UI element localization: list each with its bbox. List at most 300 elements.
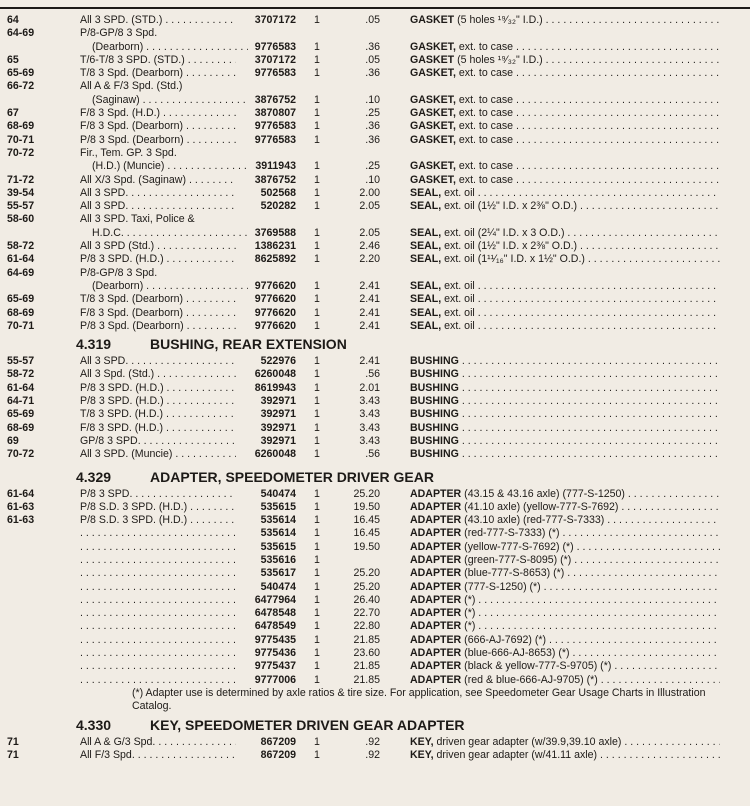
part-number: 3707172 bbox=[254, 53, 296, 66]
part-name-label: ADAPTER bbox=[410, 673, 462, 686]
quantity: 1 bbox=[314, 487, 320, 500]
part-number: 3870807 bbox=[254, 107, 296, 120]
quantity: 1 bbox=[314, 673, 320, 686]
part-number: 392971 bbox=[260, 434, 296, 447]
part-name-label: GASKET bbox=[410, 14, 455, 26]
quantity: 1 bbox=[314, 500, 320, 513]
part-number: 9776583 bbox=[254, 40, 296, 53]
section-title: BUSHING, REAR EXTENSION bbox=[150, 336, 347, 353]
part-number: 8625892 bbox=[254, 253, 296, 266]
part-spec: (666-AJ-7692) (*) bbox=[464, 633, 547, 646]
part-spec: ext. to case bbox=[458, 107, 514, 120]
part-number: 6260048 bbox=[254, 448, 296, 461]
part-spec: (blue-666-AJ-8653) (*) bbox=[464, 647, 570, 660]
part-name bbox=[410, 634, 720, 647]
model-description bbox=[80, 660, 236, 673]
part-name bbox=[410, 227, 720, 240]
part-spec: (41.10 axle) (yellow-777-S-7692) bbox=[464, 500, 619, 513]
year-range: 65-69 bbox=[7, 67, 35, 80]
quantity: 1 bbox=[314, 319, 320, 332]
year-range: 71 bbox=[7, 749, 19, 762]
quantity: 1 bbox=[314, 553, 320, 566]
part-name bbox=[410, 501, 720, 514]
price: 19.50 bbox=[353, 540, 380, 553]
year-range: 65-69 bbox=[7, 293, 35, 306]
part-row bbox=[0, 448, 750, 461]
price: 16.45 bbox=[353, 514, 380, 527]
quantity: 1 bbox=[314, 381, 320, 394]
quantity: 1 bbox=[314, 186, 320, 199]
quantity: 1 bbox=[314, 434, 320, 447]
model-description bbox=[80, 527, 236, 540]
part-number: 6477964 bbox=[254, 593, 296, 606]
model-description: All 3 SPD. . . . bbox=[80, 200, 236, 213]
part-name-label: ADAPTER bbox=[410, 593, 462, 606]
section-header-4-329 bbox=[0, 466, 750, 488]
price: 2.20 bbox=[359, 253, 380, 266]
price: .56 bbox=[365, 368, 380, 381]
price: 21.85 bbox=[353, 673, 380, 686]
part-name-label: GASKET bbox=[410, 53, 455, 66]
model-description: All 3 SPD (Std.) . . . bbox=[80, 240, 236, 253]
part-spec: ext. oil (1¹¹⁄₁₆" I.D. x 1½" O.D.) bbox=[444, 253, 585, 266]
part-row bbox=[0, 307, 750, 320]
part-number: 9776583 bbox=[254, 133, 296, 146]
part-number: 3876752 bbox=[254, 173, 296, 186]
part-name bbox=[410, 368, 720, 381]
quantity: 1 bbox=[314, 647, 320, 660]
quantity: 1 bbox=[314, 580, 320, 593]
year-range: 64 bbox=[7, 14, 19, 26]
model-description: (Saginaw) . . . bbox=[92, 94, 248, 107]
model-description: T/6-T/8 3 SPD. (STD.) . . . bbox=[80, 54, 236, 67]
part-name bbox=[410, 488, 720, 501]
part-name-label: SEAL, bbox=[410, 253, 442, 266]
year-range: 71-72 bbox=[7, 173, 35, 186]
part-row bbox=[0, 749, 750, 762]
price: .36 bbox=[365, 40, 380, 53]
quantity: 1 bbox=[314, 107, 320, 120]
quantity: 1 bbox=[314, 660, 320, 673]
part-number: 522976 bbox=[260, 355, 296, 368]
part-name-label: ADAPTER bbox=[410, 527, 462, 540]
bushing-group bbox=[0, 355, 750, 461]
year-range: 70-72 bbox=[7, 146, 35, 159]
model-description: All 3 SPD. . . . bbox=[80, 355, 236, 368]
price: .92 bbox=[365, 735, 380, 748]
model-description: F/8 3 Spd. (Dearborn) . . . bbox=[80, 120, 236, 133]
price: 2.41 bbox=[359, 306, 380, 319]
part-name bbox=[410, 382, 720, 395]
part-row bbox=[0, 147, 750, 160]
part-name bbox=[410, 307, 720, 320]
part-number: 9776620 bbox=[254, 319, 296, 332]
part-spec: (blue-777-S-8653) (*) bbox=[464, 567, 565, 580]
price: .05 bbox=[365, 14, 380, 26]
part-spec: ext. oil bbox=[444, 319, 475, 332]
year-range: 64-69 bbox=[7, 27, 35, 40]
part-number: 392971 bbox=[260, 395, 296, 408]
part-name bbox=[410, 448, 720, 461]
year-range: 66-72 bbox=[7, 80, 35, 93]
part-number: 6478548 bbox=[254, 607, 296, 620]
part-row bbox=[0, 200, 750, 213]
adapter-group bbox=[0, 488, 750, 687]
model-description: F/8 3 SPD. (H.D.) . . . bbox=[80, 422, 236, 435]
model-description bbox=[80, 567, 236, 580]
part-name-label: BUSHING bbox=[410, 395, 459, 408]
part-spec: driven gear adapter (w/41.11 axle) bbox=[436, 749, 598, 762]
quantity: 1 bbox=[314, 240, 320, 253]
model-description: H.D.C. . . . bbox=[92, 227, 248, 240]
model-description: T/8 3 Spd. (Dearborn) . . . bbox=[80, 67, 236, 80]
model-description: (H.D.) (Muncie) . . . bbox=[92, 160, 248, 173]
quantity: 1 bbox=[314, 527, 320, 540]
part-spec: (yellow-777-S-7692) (*) bbox=[464, 540, 574, 553]
part-number: 6478549 bbox=[254, 620, 296, 633]
part-name bbox=[410, 120, 720, 133]
part-row bbox=[0, 94, 750, 107]
part-spec: (777-S-1250) (*) bbox=[464, 580, 541, 593]
part-spec: ext. to case bbox=[458, 93, 514, 106]
model-description: All 3 Spd. (Std.) . . . bbox=[80, 368, 236, 381]
part-row bbox=[0, 253, 750, 266]
part-number: 535615 bbox=[260, 500, 296, 513]
part-number: 3769588 bbox=[254, 226, 296, 239]
price: 25.20 bbox=[353, 567, 380, 580]
part-number: 3876752 bbox=[254, 93, 296, 106]
adapter-footnote: (*) Adapter use is determined by axle ratios & tire size. For application, see Speedometer Gear Usage Charts in Illustration Catalog. bbox=[132, 686, 706, 713]
price: 3.43 bbox=[359, 395, 380, 408]
part-number: 540474 bbox=[260, 580, 296, 593]
part-name bbox=[410, 594, 720, 607]
model-description: All 3 SPD. Taxi, Police & bbox=[80, 213, 195, 226]
quantity: 1 bbox=[314, 306, 320, 319]
model-description: F/8 3 Spd. (Dearborn) . . . bbox=[80, 307, 236, 320]
part-spec: (red & blue-666-AJ-9705) (*) bbox=[464, 673, 598, 686]
model-description: T/8 3 Spd. (Dearborn) . . . bbox=[80, 293, 236, 306]
part-row bbox=[0, 174, 750, 187]
price: .56 bbox=[365, 448, 380, 461]
year-range: 58-72 bbox=[7, 240, 35, 253]
part-name bbox=[410, 67, 720, 80]
price: 2.41 bbox=[359, 355, 380, 368]
section-title: ADAPTER, SPEEDOMETER DRIVER GEAR bbox=[150, 468, 434, 485]
part-row bbox=[0, 107, 750, 120]
part-number: 9775435 bbox=[254, 633, 296, 646]
part-number: 3707172 bbox=[254, 14, 296, 26]
part-name bbox=[410, 187, 720, 200]
model-description: P/8 3 SPD. . . . bbox=[80, 488, 236, 501]
part-name-label: BUSHING bbox=[410, 421, 459, 434]
price: 25.20 bbox=[353, 580, 380, 593]
part-name-label: GASKET, bbox=[410, 93, 456, 106]
part-name-label: GASKET, bbox=[410, 160, 456, 173]
part-name-label: SEAL, bbox=[410, 186, 442, 199]
section-number: 4.329 bbox=[76, 468, 112, 485]
price: 2.41 bbox=[359, 293, 380, 306]
model-description: P/8 S.D. 3 SPD. (H.D.) . . . bbox=[80, 501, 236, 514]
quantity: 1 bbox=[314, 607, 320, 620]
price: 2.05 bbox=[359, 200, 380, 213]
part-name-label: GASKET, bbox=[410, 107, 456, 120]
model-description bbox=[80, 607, 236, 620]
price: 3.43 bbox=[359, 421, 380, 434]
price: 22.70 bbox=[353, 607, 380, 620]
price: .10 bbox=[365, 173, 380, 186]
part-row bbox=[0, 501, 750, 514]
part-spec: (red-777-S-7333) (*) bbox=[464, 527, 560, 540]
model-description: P/8 3 Spd. (Dearborn) . . . bbox=[80, 320, 236, 333]
model-description bbox=[80, 620, 236, 633]
part-spec: (green-777-S-8095) (*) bbox=[464, 553, 572, 566]
model-description: GP/8 3 SPD. . . . bbox=[80, 435, 236, 448]
year-range: 68-69 bbox=[7, 120, 35, 133]
model-description: All A & G/3 Spd. . . . bbox=[80, 736, 236, 749]
section-title: KEY, SPEEDOMETER DRIVEN GEAR ADAPTER bbox=[150, 716, 465, 733]
quantity: 1 bbox=[314, 53, 320, 66]
model-description: P/8 3 Spd. (Dearborn) . . . bbox=[80, 134, 236, 147]
part-spec: ext. to case bbox=[458, 40, 514, 53]
quantity: 1 bbox=[314, 421, 320, 434]
part-name bbox=[410, 674, 720, 687]
part-name-label: BUSHING bbox=[410, 408, 459, 421]
price: 23.60 bbox=[353, 647, 380, 660]
price: 3.43 bbox=[359, 434, 380, 447]
part-number: 535617 bbox=[260, 567, 296, 580]
part-row bbox=[0, 514, 750, 527]
part-name-label: SEAL, bbox=[410, 226, 442, 239]
quantity: 1 bbox=[314, 448, 320, 461]
part-row bbox=[0, 27, 750, 40]
quantity: 1 bbox=[314, 540, 320, 553]
part-number: 520282 bbox=[260, 200, 296, 213]
model-description bbox=[80, 674, 236, 687]
part-name bbox=[410, 14, 720, 27]
part-spec: ext. oil (2¼" I.D. x 3 O.D.) bbox=[444, 226, 565, 239]
part-name bbox=[410, 581, 720, 594]
year-range: 61-64 bbox=[7, 381, 35, 394]
part-name-label: ADAPTER bbox=[410, 553, 462, 566]
quantity: 1 bbox=[314, 368, 320, 381]
part-row bbox=[0, 620, 750, 633]
part-row bbox=[0, 293, 750, 306]
year-range: 64-69 bbox=[7, 266, 35, 279]
part-row bbox=[0, 355, 750, 368]
price: .92 bbox=[365, 749, 380, 762]
model-description: All X/3 Spd. (Saginaw) . . . bbox=[80, 174, 236, 187]
part-name-label: ADAPTER bbox=[410, 514, 462, 527]
part-name bbox=[410, 54, 720, 67]
price: 2.00 bbox=[359, 186, 380, 199]
part-row bbox=[0, 435, 750, 448]
model-description: P/8 3 SPD. (H.D.) . . . bbox=[80, 395, 236, 408]
quantity: 1 bbox=[314, 226, 320, 239]
quantity: 1 bbox=[314, 67, 320, 80]
year-range: 61-64 bbox=[7, 487, 35, 500]
part-spec: driven gear adapter (w/39.9,39.10 axle) bbox=[436, 735, 622, 748]
part-name-label: ADAPTER bbox=[410, 567, 462, 580]
part-row bbox=[0, 267, 750, 280]
part-name-label: GASKET, bbox=[410, 120, 456, 133]
part-row bbox=[0, 368, 750, 381]
model-description: P/8-GP/8 3 Spd. bbox=[80, 27, 158, 40]
part-row bbox=[0, 240, 750, 253]
price: .36 bbox=[365, 67, 380, 80]
quantity: 1 bbox=[314, 749, 320, 762]
model-description: P/8-GP/8 3 Spd. bbox=[80, 266, 158, 279]
model-description: All 3 SPD. (Muncie) . . . bbox=[80, 448, 236, 461]
part-row bbox=[0, 67, 750, 80]
part-name bbox=[410, 422, 720, 435]
part-name bbox=[410, 527, 720, 540]
part-row bbox=[0, 554, 750, 567]
part-row bbox=[0, 227, 750, 240]
part-spec: (43.15 & 43.16 axle) (777-S-1250) bbox=[464, 487, 625, 500]
year-range: 68-69 bbox=[7, 421, 35, 434]
part-name bbox=[410, 749, 720, 762]
price: 22.80 bbox=[353, 620, 380, 633]
quantity: 1 bbox=[314, 355, 320, 368]
part-name bbox=[410, 660, 720, 673]
model-description: P/8 3 SPD. (H.D.) . . . bbox=[80, 253, 236, 266]
part-name bbox=[410, 620, 720, 633]
year-range: 70-71 bbox=[7, 133, 35, 146]
quantity: 1 bbox=[314, 120, 320, 133]
quantity: 1 bbox=[314, 279, 320, 292]
part-spec: ext. to case bbox=[458, 173, 514, 186]
part-row bbox=[0, 647, 750, 660]
part-name-label: ADAPTER bbox=[410, 647, 462, 660]
section-header-4-319 bbox=[0, 333, 750, 355]
part-row bbox=[0, 422, 750, 435]
part-number: 9775437 bbox=[254, 660, 296, 673]
part-row bbox=[0, 187, 750, 200]
part-name-label: SEAL, bbox=[410, 200, 442, 213]
year-range: 39-54 bbox=[7, 186, 35, 199]
part-row bbox=[0, 527, 750, 540]
part-row bbox=[0, 634, 750, 647]
part-number: 9776620 bbox=[254, 279, 296, 292]
part-number: 9776583 bbox=[254, 120, 296, 133]
part-name bbox=[410, 567, 720, 580]
year-range: 71 bbox=[7, 735, 19, 748]
part-row bbox=[0, 408, 750, 421]
part-name-label: ADAPTER bbox=[410, 580, 462, 593]
part-name bbox=[410, 408, 720, 421]
section-number: 4.319 bbox=[76, 336, 112, 353]
part-spec: ext. oil bbox=[444, 279, 475, 292]
part-row bbox=[0, 488, 750, 501]
part-name-label: GASKET, bbox=[410, 133, 456, 146]
part-name bbox=[410, 554, 720, 567]
year-range: 65 bbox=[7, 53, 19, 66]
part-name-label: GASKET, bbox=[410, 67, 456, 80]
part-number: 535615 bbox=[260, 540, 296, 553]
part-number: 392971 bbox=[260, 408, 296, 421]
part-name bbox=[410, 160, 720, 173]
part-row bbox=[0, 660, 750, 673]
year-range: 70-72 bbox=[7, 448, 35, 461]
part-name-label: BUSHING bbox=[410, 381, 459, 394]
part-name bbox=[410, 94, 720, 107]
quantity: 1 bbox=[314, 133, 320, 146]
part-row bbox=[0, 14, 750, 27]
quantity: 1 bbox=[314, 200, 320, 213]
price: 26.40 bbox=[353, 593, 380, 606]
part-name-label: KEY, bbox=[410, 749, 434, 762]
model-description: (Dearborn) . . . bbox=[92, 280, 248, 293]
part-spec: ext. to case bbox=[458, 67, 514, 80]
price: 16.45 bbox=[353, 527, 380, 540]
model-description: All F/3 Spd. . . . bbox=[80, 749, 236, 762]
part-name bbox=[410, 514, 720, 527]
price: 2.05 bbox=[359, 226, 380, 239]
part-name-label: BUSHING bbox=[410, 448, 459, 461]
part-number: 535614 bbox=[260, 527, 296, 540]
quantity: 1 bbox=[314, 395, 320, 408]
year-range: 61-64 bbox=[7, 253, 35, 266]
year-range: 68-69 bbox=[7, 306, 35, 319]
part-name-label: BUSHING bbox=[410, 434, 459, 447]
part-name bbox=[410, 293, 720, 306]
year-range: 58-60 bbox=[7, 213, 35, 226]
year-range: 55-57 bbox=[7, 355, 35, 368]
part-row bbox=[0, 213, 750, 226]
part-row bbox=[0, 581, 750, 594]
gasket-seal-group bbox=[0, 14, 750, 333]
price: 21.85 bbox=[353, 633, 380, 646]
quantity: 1 bbox=[314, 160, 320, 173]
price: 21.85 bbox=[353, 660, 380, 673]
part-number: 535616 bbox=[260, 553, 296, 566]
part-row bbox=[0, 320, 750, 333]
quantity: 1 bbox=[314, 633, 320, 646]
part-row bbox=[0, 280, 750, 293]
part-name bbox=[410, 41, 720, 54]
price: 19.50 bbox=[353, 500, 380, 513]
model-description: All A & F/3 Spd. (Std.) bbox=[80, 80, 183, 93]
price: 2.41 bbox=[359, 279, 380, 292]
part-row bbox=[0, 395, 750, 408]
year-range: 69 bbox=[7, 434, 19, 447]
part-row bbox=[0, 54, 750, 67]
quantity: 1 bbox=[314, 620, 320, 633]
part-name bbox=[410, 395, 720, 408]
part-number: 535614 bbox=[260, 514, 296, 527]
part-name bbox=[410, 435, 720, 448]
part-spec: ext. oil (1½" I.D. x 2⅜" O.D.) bbox=[444, 200, 578, 213]
part-row bbox=[0, 120, 750, 133]
quantity: 1 bbox=[314, 40, 320, 53]
model-description: All 3 SPD. (STD.) . . . bbox=[80, 14, 236, 27]
part-spec: ext. oil bbox=[444, 186, 475, 199]
quantity: 1 bbox=[314, 735, 320, 748]
part-spec: (5 holes ¹⁹⁄₃₂" I.D.) bbox=[457, 53, 543, 66]
year-range: 67 bbox=[7, 107, 19, 120]
part-row bbox=[0, 134, 750, 147]
price: 3.43 bbox=[359, 408, 380, 421]
part-name bbox=[410, 174, 720, 187]
part-name-label: SEAL, bbox=[410, 319, 442, 332]
part-name bbox=[410, 253, 720, 266]
quantity: 1 bbox=[314, 408, 320, 421]
quantity: 1 bbox=[314, 293, 320, 306]
model-description: P/8 3 SPD. (H.D.) . . . bbox=[80, 382, 236, 395]
section-header-4-330 bbox=[0, 714, 750, 736]
part-row bbox=[0, 541, 750, 554]
model-description: Fir., Tem. GP. 3 Spd. bbox=[80, 146, 177, 159]
